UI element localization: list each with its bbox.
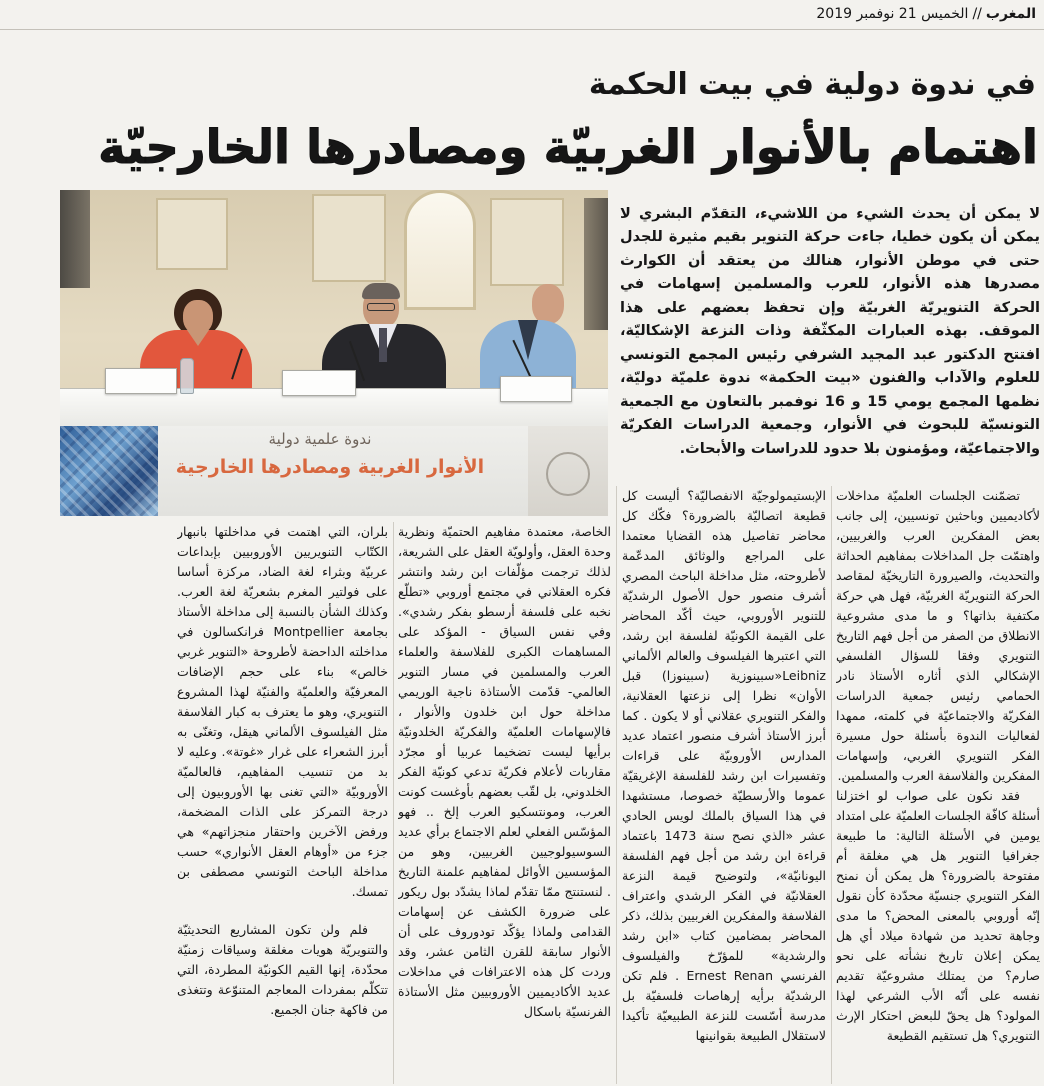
header-separator: //	[972, 6, 982, 22]
column-paragraph: بلران، التي اهتمت في مداخلتها بانبهار الكتّاب التنويريين الأوروبيين بإبداعات عربيّة وبثراء لغة الضاد، مركزة أساسا على فولتير المغرم بشعريّة لغة العرب. وكذلك الشأن بالنسبة إلى مداخلة الأستاذ بجامعة Montpellier فرانكسالون في مداخلته الداحضة لأطروحة «التنوير غربي خالص» بناء على حجم الإضافات المعرفيّة والعلميّة والفنيّة لهذا المشروع التنويري، وهو ما يعترف به كبار الفلاسفة مثل الفيلسوف الألماني هيقل، وتغنّى به أبرز الشعراء على غرار «غوتة». وعليه لا بد من تنسيب المفاهيم، فالعالميّة الأوروبيّة «التي تغنى بها الأوروبيون إلى درجة التمركز على الذات المضخمة، ورفض الآخرين واحتقار منجزاتهم» هي جزء من «أوهام العقل الأنواري» حسب مداخلة الباحث التونسي مصطفى بن تمسك.	[177, 524, 388, 899]
article-column-3	[398, 522, 611, 1084]
column-paragraph: فلم ولن تكون المشاريع التحديثيّة والتنويريّة هويات مغلقة وسياقات زمنيّة محدّدة، إنها القيم الكونيّة المطردة، التي تتكلّم بمفردات المعاجم المتنوّعة وتتغذى من فاكهة جنان الجميع.	[177, 922, 388, 1017]
column-rule	[831, 486, 832, 1084]
column-paragraph: الإبستيمولوجيّة الانفصاليّة؟ أليست كل قطيعة اتصاليّة بالضرورة؟ فكّك كل محاضر تفاصيل هذه القضايا معتمدا على المراجع والوثائق المدعّمة لأطروحته، مثل مداخلة الباحث المصري أشرف منصور حول الأصول الرشديّة للتنوير الأوروبي، حيث أكّد المحاضر على القيمة الكونيّة لفلسفة ابن رشد، التي اعتبرها الفيلسوف والعالم الألماني Leibniz«سبينوزية (سبينوزا) قبل الأوان» نظرا إلى نزعتها العقلانية، والفكر التنويري عقلاني أو لا يكون . كما أبرز الأستاذ أشرف منصور اعتماد عديد المدارس الأوروبيّة على قراءات وتفسيرات ابن رشد للفلسفة الإغريقيّة عموما والأرسطيّة خصوصا، مستشهدا في هذا السياق بالملك لويس الحادي عشر «الذي نصح سنة 1473 باعتماد قراءة ابن رشد من أجل فهم الفلسفة اليونانيّة»، ولتوضيح قيمة النزعة العقلانيّة في الفكر الرشدي واعتراف الفلاسفة والمفكرين الغربيين بذلك، ذكر المحاضر بمضامين كتاب «ابن رشد والرشدية» للمؤرّخ والفيلسوف الفرنسي Ernest Renan . فلم تكن الرشديّة برأيه إرهاصات فلسفيّة بل مدرسة أسّست للنزعة الطبيعيّة تأكيدا لاستقلال الطبيعة بقوانينها	[622, 488, 826, 1043]
column-rule	[393, 522, 394, 1084]
article-column-1	[836, 486, 1040, 1084]
article-column-2	[622, 486, 826, 1084]
article-lead: لا يمكن أن يحدث الشيء من اللاشيء، التقدّم البشري لا يمكن أن يكون خطيا، جاءت حركة التنوير بقيم مثيرة للجدل حتى في موطن الأنوار، هنالك من يعتقد أن الكوارث مصدرها هذه الأنوار، للعرب والمسلمين إسهامات في الحركة التنويريّة الغربيّة وإن تحفظ بعضهم على هذا الموقف. بهذه العبارات المكثّفة وذات النزعة الإشكاليّة، افتتح الدكتور عبد المجيد الشرفي رئيس المجمع التونسي للعلوم والآداب والفنون «بيت الحكمة» ندوة علميّة دوليّة، نظمها المجمع يومي 15 و 16 نوفمبر بالتعاون مع الجمعية التونسيّة للبحوث في الأنوار، وجمعية الدراسات الفكريّة والاجتماعيّة، ومؤمنون بلا حدود للدراسات والأبحاث.	[620, 206, 1040, 457]
name-plate	[282, 370, 356, 396]
banner-decoration-circle	[546, 452, 590, 496]
photo-wall-panel	[156, 198, 228, 270]
name-plate	[105, 368, 177, 394]
column-paragraph: تضمّنت الجلسات العلميّة مداخلات لأكاديميين وباحثين تونسيين، إلى جانب بعض المفكرين العرب والغربيين، واهتمّت جل المداخلات بمفاهيم الحداثة والتحديث، والصيرورة التاريخيّة لمقاصد الحركة التنويريّة الغربيّة، فهل هي حركة مكتفية بذاتها؟ و ما مدى مشروعية الانطلاق من الصفر من أجل فهم التاريخ التنويري وفقا للسؤال الفلسفي الإشكالي الذي أثاره الأستاذ نادر الحمامي رئيس جمعية الدراسات الفكريّة والاجتماعيّة في كلمته، ممهدا لفعاليات الندوة بأسئلة حول مسيرة الفكر التنويري الغربي، وإسهامات المفكرين والفلاسفة العرب والمسلمين.	[836, 488, 1040, 783]
photo-arch-window	[404, 190, 476, 310]
article-kicker: في ندوة دولية في بيت الحكمة	[588, 67, 1036, 102]
photo-wall-panel	[490, 198, 564, 286]
speaker-left-face	[183, 300, 213, 334]
banner-subtitle: الأنوار الغربية ومصادرها الخارجية	[175, 456, 485, 478]
header-rule	[0, 29, 1044, 30]
speaker-right-face	[532, 284, 564, 324]
banner-title: ندوة علمية دولية	[268, 430, 372, 448]
column-paragraph: فقد نكون على صواب لو اختزلنا أسئلة كافّة الجلسات العلميّة على امتداد يومين في الأسئلة التالية: ما طبيعة جغرافيا التنوير هل هي مغلقة أم مفتوحة بالضرورة؟ هل يمكن أن نمنح الفكر التنويري جنسيّة محدّدة كأن نقول إنّه أوروبي بالمعنى المحض؟ ما مدى وجاهة تحديد من شهادة ميلاد أي هل يمكن إعلان تاريخ نشأته على نحو صارم؟ من يمتلك مشروعيّة تقديم نفسه على أنّه الأب الشرعي لهذا المولود؟ هل يحقّ للبعض احتكار الإرث التنويري؟ هل تستقيم القطيعة	[836, 788, 1040, 1043]
issue-date: الخميس 21 نوفمبر 2019	[816, 6, 969, 22]
newspaper-name: المغرب	[985, 6, 1036, 22]
column-rule	[616, 486, 617, 1084]
page-header	[816, 4, 1036, 24]
photo-door-frame	[60, 190, 90, 288]
article-column-4	[177, 522, 388, 1084]
article-headline: اهتمام بالأنوار الغربيّة ومصادرها الخارجيّة	[98, 120, 1038, 174]
speaker-center-glasses	[367, 303, 395, 311]
name-plate	[500, 376, 572, 402]
water-bottle	[180, 358, 194, 394]
article-photo	[60, 190, 608, 516]
speaker-center-hair	[362, 283, 400, 299]
photo-right-frame	[584, 198, 608, 330]
banner-mosaic-pattern	[60, 426, 158, 516]
photo-wall-panel	[312, 194, 386, 282]
column-paragraph: الخاصة، معتمدة مفاهيم الحتميّة ونظرية وحدة العقل، وأولويّة العقل على الشريعة، لذلك ترجمت مؤلّفات ابن رشد وانتشر فكره العقلاني في مجتمع أوروبي «تطلّع نخبه على فلسفة أرسطو بفكر رشدي». وفي نفس السياق - المؤكد على المساهمات الكبرى للفلاسفة والعلماء العرب والمسلمين في مسار التنوير العالمي- قدّمت الأستاذة ناجية الوريمي مداخلة حول ابن خلدون والأنوار ، فالإسهامات العلميّة والفكريّة الخلدونيّة برأيها ليست تضخيما عربيا أو مجرّد مقاربات لأعلام فكريّة تدعي كونيّة الفكر الخلدوني، بل لقّب بعضهم بأوغست كونت العرب، ومونتسكيو العرب إلخ .. فهو المؤسّس الفعلي لعلم الاجتماع برأي عديد السوسيولوجيين الغربيين، وهو من المؤسسين الأوائل لمفاهيم علمنة التاريخ . لنستنتج ممّا تقدّم لماذا يشدّد بول ريكور على ضرورة الكشف عن إسهامات القدامى ولماذا يؤكّد تودوروف على أن الأنوار سابقة للقرن الثامن عشر، وقد وردت كل هذه الاعترافات في مداخلات عديد الأكاديميين الأوروبيين مثل الأستاذة الفرنسيّة باسكال	[398, 524, 611, 1019]
speaker-center-tie	[379, 328, 387, 362]
